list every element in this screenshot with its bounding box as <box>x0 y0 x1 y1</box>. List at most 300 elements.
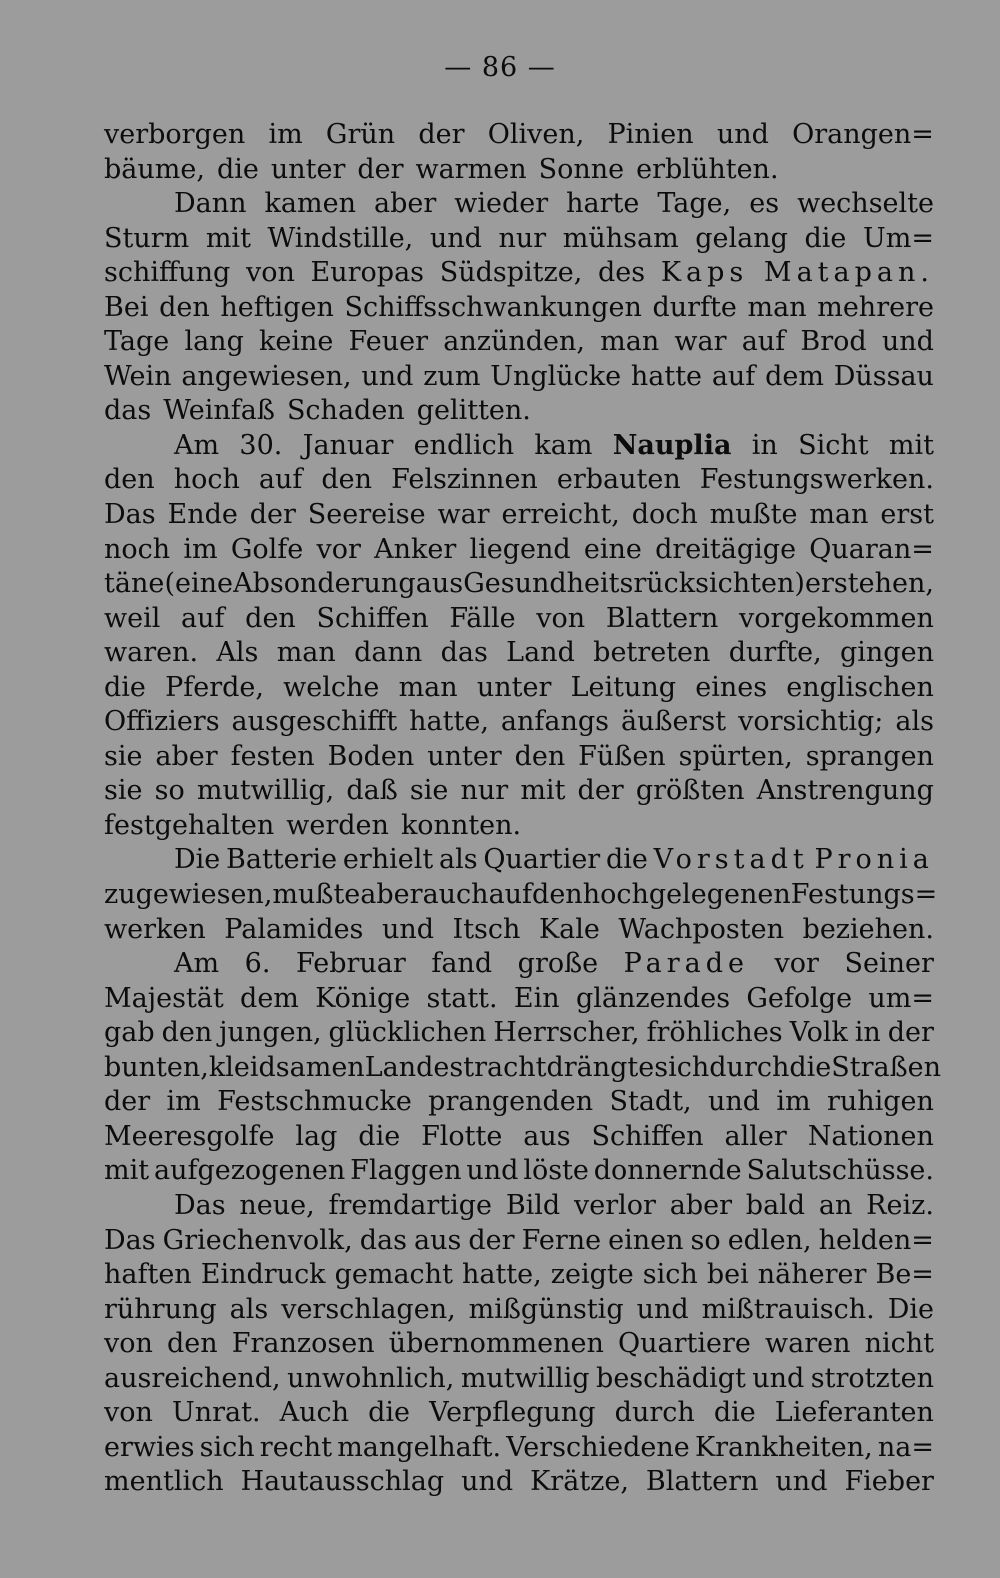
word: Sicht <box>798 429 869 461</box>
word: den <box>159 291 210 323</box>
word: Südspitze, <box>439 257 583 289</box>
word: ruhigen <box>826 1086 934 1118</box>
word: prangenden <box>428 1086 594 1118</box>
word: helden= <box>818 1224 934 1256</box>
word: bunten, <box>104 1051 209 1083</box>
word: Pferde, <box>165 671 264 703</box>
word: und <box>752 1362 805 1394</box>
word: der <box>887 1017 934 1049</box>
word: kam <box>534 429 593 461</box>
word: statt. <box>426 982 498 1014</box>
word: Kale <box>538 913 600 945</box>
word: den <box>104 464 155 496</box>
word: erblühten. <box>636 153 779 185</box>
text-line <box>104 843 934 878</box>
word: mißtrauisch. <box>701 1293 875 1325</box>
word: Dann <box>174 188 247 220</box>
word: große <box>517 948 599 980</box>
word: an <box>818 1189 853 1221</box>
word: der <box>104 1086 151 1118</box>
word: bäume, <box>104 153 205 185</box>
text-line <box>104 222 934 257</box>
word: und <box>466 1155 519 1187</box>
word: Land <box>506 637 575 669</box>
text-line <box>104 360 934 395</box>
word: Tage <box>104 326 170 358</box>
word: Ende <box>167 499 238 531</box>
word: in <box>751 429 778 461</box>
word: zeigte <box>550 1259 634 1291</box>
text-line <box>104 705 934 740</box>
word: auf <box>181 602 225 634</box>
word: verschlagen, <box>281 1293 456 1325</box>
word: Könige <box>315 982 411 1014</box>
text-line <box>104 463 934 498</box>
word: so <box>154 775 185 807</box>
word: aber <box>373 188 437 220</box>
word: doch <box>631 499 698 531</box>
word: Lieferanten <box>774 1397 934 1429</box>
word: ausgeschifft <box>231 706 398 738</box>
word: dem <box>765 360 824 392</box>
word: glänzendes <box>575 982 731 1014</box>
word: die <box>804 222 847 254</box>
word: Be= <box>875 1259 934 1291</box>
word: vor <box>316 533 361 565</box>
word: des <box>598 257 646 289</box>
word: hatte, <box>461 1259 542 1291</box>
word: Verpflegung <box>429 1397 596 1429</box>
text-line <box>104 1051 942 1086</box>
word: anfangs <box>500 706 610 738</box>
text-line <box>104 982 934 1017</box>
text-line <box>104 153 934 188</box>
word: Franzosen <box>231 1328 375 1360</box>
word: unter <box>427 740 502 772</box>
word: im <box>183 533 218 565</box>
word: Hautausschlag <box>240 1466 445 1498</box>
word: man <box>276 637 336 669</box>
word: schiffung <box>104 257 231 289</box>
word: als <box>895 706 934 738</box>
word: Anstrengung <box>756 775 934 807</box>
text-line <box>104 947 934 982</box>
word: vor <box>774 948 819 980</box>
word: ausreichend, <box>104 1362 281 1394</box>
word: mühsam <box>562 222 679 254</box>
word: hatte <box>630 360 703 392</box>
word: Fälle <box>449 602 516 634</box>
word: noch <box>104 533 171 565</box>
word: Blattern <box>645 1466 759 1498</box>
word: mit <box>205 222 251 254</box>
word: welche <box>283 671 380 703</box>
word: mutwillig <box>460 1362 590 1394</box>
word: nur <box>498 222 547 254</box>
word: Festungs= <box>790 879 938 911</box>
text-line <box>104 636 934 671</box>
word: Feuer <box>348 326 429 358</box>
text-line <box>104 878 938 913</box>
word: bald <box>745 1189 806 1221</box>
word: Batterie <box>226 844 338 876</box>
word: erbauten <box>556 464 681 496</box>
word: und <box>775 1466 828 1498</box>
word: durfte <box>652 291 737 323</box>
word: Unrat. <box>171 1397 261 1429</box>
text-line <box>104 1085 934 1120</box>
word: mentlich <box>104 1466 224 1498</box>
word: festgehalten <box>104 809 275 841</box>
word: im <box>268 119 303 150</box>
word: Weinfaß <box>163 395 275 427</box>
word: die <box>104 671 146 703</box>
word: und <box>361 360 414 392</box>
word: mangelhaft. <box>337 1431 502 1463</box>
word: Füßen <box>578 740 666 772</box>
word: hatte, <box>409 706 489 738</box>
word: nicht <box>864 1328 934 1360</box>
word: Verschiedene <box>506 1431 690 1463</box>
word: auf <box>741 326 786 358</box>
text-line <box>104 187 934 222</box>
word: man <box>600 326 660 358</box>
word: Schiffsschwankungen <box>344 291 642 323</box>
word: Das <box>174 1189 226 1221</box>
word: im <box>776 1086 811 1118</box>
word: Orangen= <box>792 119 934 150</box>
word: den <box>245 602 296 634</box>
word: und <box>461 1466 514 1498</box>
word: jungen, <box>219 1017 322 1049</box>
word: bei <box>706 1259 749 1291</box>
word: na= <box>877 1431 934 1463</box>
text-line <box>104 1327 934 1362</box>
word: Landestracht <box>364 1051 547 1083</box>
word: Gefolge <box>746 982 853 1014</box>
word: das <box>440 637 488 669</box>
word: sprangen <box>805 740 934 772</box>
word: verborgen <box>104 119 246 150</box>
word: aber <box>669 1189 732 1221</box>
text-line <box>104 809 934 844</box>
word: Auch <box>279 1397 350 1429</box>
word: erst <box>880 499 934 531</box>
text-line <box>104 1362 934 1397</box>
word: neue, <box>239 1189 315 1221</box>
word: so <box>690 1224 721 1256</box>
word: Nauplia <box>612 429 732 461</box>
word: verlor <box>574 1189 656 1221</box>
word: gemacht <box>334 1259 453 1291</box>
word: erhielt <box>342 844 434 876</box>
word: 30. <box>239 429 283 461</box>
word: Reiz. <box>866 1189 934 1221</box>
word: Bei <box>104 291 149 323</box>
word: beschädigt <box>596 1362 746 1394</box>
word: die <box>605 844 648 876</box>
word: dreitägige <box>655 533 797 565</box>
word: das <box>104 395 152 427</box>
word: kleidsamen <box>208 1051 365 1083</box>
word: Das <box>104 499 156 531</box>
word: zugewiesen, <box>104 879 273 911</box>
word: Vorstadt <box>653 844 809 876</box>
word: um= <box>868 982 934 1014</box>
word: Grün <box>325 119 396 150</box>
word: die <box>713 1397 756 1429</box>
word: angewiesen, <box>181 360 352 392</box>
word: der <box>577 775 624 807</box>
word: auf <box>711 360 756 392</box>
word: erstehen, <box>805 568 934 600</box>
word: Parade <box>623 948 749 980</box>
text-line <box>104 913 934 948</box>
word: werden <box>286 809 389 841</box>
word: waren <box>765 1328 851 1360</box>
word: löste <box>523 1155 589 1187</box>
word: Brod <box>800 326 867 358</box>
word: Golfe <box>230 533 304 565</box>
word: äußerst <box>621 706 727 738</box>
word: nur <box>460 775 509 807</box>
word: Offiziers <box>104 706 220 738</box>
word: mit <box>104 1155 150 1187</box>
word: Das <box>104 1224 156 1256</box>
word: sich <box>199 1431 255 1463</box>
word: im <box>166 1086 201 1118</box>
word: mit <box>888 429 934 461</box>
word: den <box>167 1328 218 1360</box>
word: haften <box>104 1259 192 1291</box>
word: aus <box>415 568 464 600</box>
word: strotzten <box>810 1362 934 1394</box>
word: sich <box>642 1259 698 1291</box>
word: aber <box>155 740 218 772</box>
word: hochgelegenen <box>582 879 791 911</box>
word: Sonne <box>538 153 625 185</box>
word: und <box>381 913 434 945</box>
word: der <box>357 153 404 185</box>
word: (eine <box>164 568 233 600</box>
text-line <box>104 256 934 291</box>
word: daß <box>346 775 398 807</box>
word: donnernde <box>593 1155 742 1187</box>
word: gab <box>104 1017 155 1049</box>
word: aller <box>724 1120 787 1152</box>
word: erwies <box>104 1431 195 1463</box>
word: Pinien <box>607 119 694 150</box>
word: die <box>789 1051 832 1083</box>
text-line <box>104 325 934 360</box>
word: beziehen. <box>802 913 934 945</box>
word: Krätze, <box>530 1466 629 1498</box>
word: von <box>104 1397 153 1429</box>
word: fröhliches <box>646 1017 783 1049</box>
word: die <box>216 153 259 185</box>
word: betreten <box>593 637 711 669</box>
word: von <box>104 1328 153 1360</box>
word: den <box>161 1017 213 1049</box>
word: waren. <box>104 637 199 669</box>
word: Absonderung <box>233 568 416 600</box>
word: sie <box>104 740 143 772</box>
word: Felszinnen <box>391 464 538 496</box>
word: mußte <box>272 879 361 911</box>
word: man <box>747 291 807 323</box>
text-line <box>104 1224 934 1259</box>
word: auf <box>488 879 533 911</box>
word: durch <box>709 1051 790 1083</box>
text-line <box>104 394 934 429</box>
word: Kaps <box>660 257 749 289</box>
word: Oliven, <box>487 119 585 150</box>
word: 6. <box>244 948 271 980</box>
word: Bild <box>505 1189 561 1221</box>
word: man <box>398 671 458 703</box>
word: Quartiere <box>618 1328 751 1360</box>
word: endlich <box>413 429 515 461</box>
word: Stadt, <box>609 1086 692 1118</box>
word: und <box>429 222 482 254</box>
body-text <box>104 118 942 1500</box>
word: aber <box>360 879 423 911</box>
word: den <box>514 740 566 772</box>
word: Palamides <box>224 913 364 945</box>
word: als <box>438 844 478 876</box>
word: Februar <box>295 948 406 980</box>
word: und <box>716 119 769 150</box>
word: sie <box>104 775 143 807</box>
word: lag <box>295 1120 338 1152</box>
word: aus <box>414 1224 462 1256</box>
text-line <box>104 567 934 602</box>
word: von <box>245 257 295 289</box>
word: eine <box>583 533 642 565</box>
word: von <box>536 602 586 634</box>
word: es <box>749 188 780 220</box>
word: Krankheiten, <box>694 1431 873 1463</box>
word: Herrscher, <box>493 1017 640 1049</box>
text-line <box>104 1396 934 1431</box>
word: einen <box>608 1224 684 1256</box>
word: harte <box>566 188 640 220</box>
word: Flaggen <box>350 1155 462 1187</box>
word: mußte <box>709 499 798 531</box>
word: das <box>359 1224 407 1256</box>
word: Januar <box>302 429 394 461</box>
word: konnten. <box>400 809 522 841</box>
text-line <box>104 1016 934 1051</box>
word: Am <box>174 948 220 980</box>
word: Tage, <box>657 188 732 220</box>
word: auf <box>258 464 303 496</box>
text-line <box>104 498 934 533</box>
text-line <box>104 602 934 637</box>
word: Sturm <box>104 222 190 254</box>
word: täne <box>104 568 165 600</box>
word: anzünden, <box>443 326 585 358</box>
word: Fieber <box>844 1466 934 1498</box>
word: mißgünstig <box>468 1293 624 1325</box>
word: hoch <box>173 464 240 496</box>
word: rührung <box>104 1293 217 1325</box>
word: Festschmucke <box>217 1086 412 1118</box>
word: weil <box>104 602 161 634</box>
word: Eindruck <box>200 1259 326 1291</box>
word: durch <box>614 1397 695 1429</box>
word: Gesundheitsrücksichten) <box>463 568 805 600</box>
word: dann <box>354 637 423 669</box>
word: wieder <box>454 188 549 220</box>
word: warmen <box>415 153 527 185</box>
word: mutwillig, <box>196 775 335 807</box>
word: Ferne <box>521 1224 602 1256</box>
word: größten <box>635 775 745 807</box>
word: näherer <box>757 1259 867 1291</box>
word: aufgezogenen <box>153 1155 346 1187</box>
word: englischen <box>786 671 934 703</box>
word: und <box>707 1086 761 1118</box>
word: fremdartige <box>328 1189 493 1221</box>
word: festen <box>230 740 315 772</box>
word: Düssau <box>833 360 934 392</box>
word: durfte, <box>728 637 822 669</box>
word: kamen <box>264 188 356 220</box>
word: auch <box>422 879 489 911</box>
word: Nationen <box>807 1120 934 1152</box>
word: Wein <box>104 360 172 392</box>
word: Schiffen <box>316 602 429 634</box>
word: recht <box>259 1431 333 1463</box>
text-line <box>104 118 934 153</box>
word: eines <box>695 671 768 703</box>
word: war <box>437 499 490 531</box>
word: der <box>418 119 465 150</box>
word: glücklichen <box>328 1017 487 1049</box>
word: Boden <box>327 740 415 772</box>
word: sich <box>654 1051 710 1083</box>
word: mit <box>520 775 566 807</box>
word: Ein <box>513 982 560 1014</box>
word: Volk <box>789 1017 848 1049</box>
word: vorgekommen <box>739 602 934 634</box>
text-line <box>104 429 934 464</box>
word: Itsch <box>452 913 521 945</box>
word: der <box>468 1224 515 1256</box>
word: übernommenen <box>388 1328 604 1360</box>
word: drängte <box>546 1051 655 1083</box>
word: Die <box>174 844 221 876</box>
word: der <box>249 499 296 531</box>
word: Anker <box>374 533 457 565</box>
text-line <box>104 1293 934 1328</box>
word: aus <box>523 1120 571 1152</box>
word: Flotte <box>421 1120 503 1152</box>
word: spürten, <box>678 740 793 772</box>
word: Griechenvolk, <box>162 1224 353 1256</box>
text-line <box>104 1154 934 1189</box>
word: Die <box>887 1293 934 1325</box>
word: als <box>229 1293 269 1325</box>
word: war <box>674 326 727 358</box>
word: die <box>358 1120 401 1152</box>
word: Pronia <box>814 844 934 876</box>
word: erreicht, <box>501 499 620 531</box>
word: heftigen <box>220 291 334 323</box>
word: edlen, <box>727 1224 812 1256</box>
text-line <box>104 671 934 706</box>
